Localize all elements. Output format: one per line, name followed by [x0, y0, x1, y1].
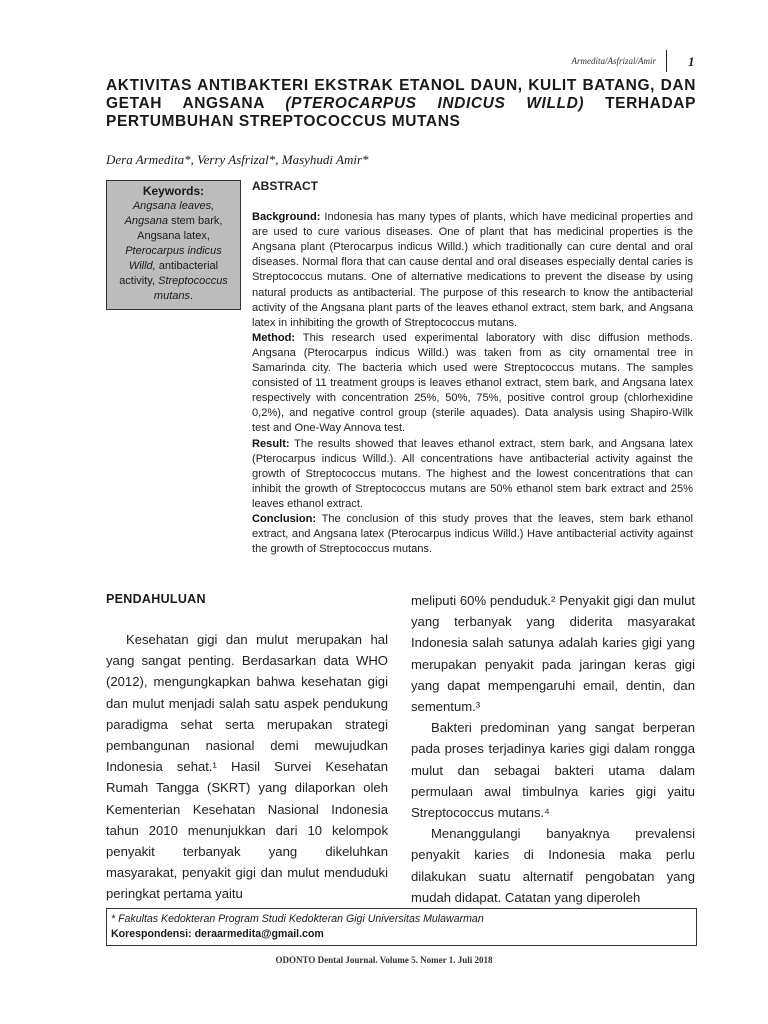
running-head: Armedita/Asfrizal/Amir [571, 56, 656, 66]
result-label: Result: [252, 437, 290, 450]
method-label: Method: [252, 331, 296, 344]
keywords-heading: Keywords: [142, 184, 205, 198]
section-heading: PENDAHULUAN [106, 592, 206, 606]
page-number: 1 [688, 54, 695, 69]
keyword-5: antibacterial activity, [119, 260, 219, 287]
abstract-method [252, 331, 693, 437]
affiliation-note: * Fakultas Kedokteran Program Studi Kedokteran Gigi Universitas Mulawarman [111, 913, 484, 925]
paragraph: meliputi 60% penduduk.² Penyakit gigi dan mulut yang terbanyak yang diderita masyarakat Indonesia salah satunya adalah karies gigi yang merupakan penyakit pada jaringan keras gigi yang dapat mempengaruhi email, dentin, dan sementum.³ [411, 593, 695, 715]
paragraph: Bakteri predominan yang sangat berperan pada proses terjadinya karies gigi dalam rongga mulut dan sebagai bakteri utama dalam permulaan awal timbulnya karies gigi yaitu Streptococcus mutans.⁴ [411, 720, 695, 821]
result-text: The results showed that leaves ethanol extract, stem bark, and Angsana latex (Pterocarpus indicus Willd.). All concentrations have antibacterial activity against the growth of Streptococcus mutans. The highest and the lowest concentrations that can inhibit the growth of Streptococcus mutans are 50% ethanol stem bark extract and 25% leaves ethanol extract. [252, 437, 693, 510]
correspondence-note: Korespondensi: deraarmedita@gmail.com [111, 928, 324, 940]
paragraph: Kesehatan gigi dan mulut merupakan hal yang sangat penting. Berdasarkan data WHO (2012), mengungkapkan bahwa kesehatan gigi dan mulut menjadi salah satu aspek pendukung paradigma sehat serta merupakan strategi pembangunan nasional demi mewujudkan Indonesia sehat.¹ Hasil Survei Kesehatan Rumah Tangga (SKRT) yang dilaporkan oleh Kementerian Kesehatan Nasional Indonesia tahun 2010 menunjukkan dari 10 kelompok penyakit terbanyak yang dikeluhkan masyarakat, penyakit gigi dan mulut menduduki peringkat pertama yaitu [106, 632, 388, 902]
keywords-box [106, 180, 241, 310]
abstract-conclusion [252, 512, 693, 557]
abstract [252, 179, 693, 557]
journal-footer: ODONTO Dental Journal. Volume 5. Nomer 1. Juli 2018 [275, 955, 493, 965]
keyword-1: Angsana leaves, [132, 200, 215, 212]
keyword-6: Streptococcus mutans [153, 275, 228, 302]
abstract-background [252, 210, 693, 331]
background-label: Background: [252, 211, 321, 224]
title-species: (PTEROCARPUS INDICUS WILLD) [285, 95, 585, 112]
paper-title [106, 77, 696, 131]
keyword-2-italic: Angsana [124, 215, 169, 227]
keyword-4: Pterocarpus indicus Willd, [125, 245, 222, 272]
method-text: This research used experimental laboratory with disc diffusion methods. Angsana (Pterocarpus indicus Willd.) was taken from as city ornamental tree in Samarinda city. The bacteria which used were Streptococcus mutans. The samples consisted of 11 treatment groups is leaves ethanol extract, stem bark, and Angsana latex respectively with concentration 25%, 50%, 75%, positive control group (chlorhexidine 0,2%), and negative control group (sterile aquades). Data analysis using Shapiro-Wilk test and One-Way Annova test. [252, 331, 693, 435]
conclusion-label: Conclusion: [252, 512, 317, 525]
keywords-list [111, 199, 236, 304]
authors: Dera Armedita*, Verry Asfrizal*, Masyhudi Amir* [106, 152, 369, 167]
keyword-7: . [190, 290, 194, 302]
abstract-heading: ABSTRACT [252, 179, 318, 193]
conclusion-text: The conclusion of this study proves that the leaves, stem bark ethanol extract, and Angsana latex (Pterocarpus indicus Willd.) Have antibacterial activity against the growth of Streptococcus mutans. [252, 512, 693, 556]
footnote-box [106, 908, 697, 946]
abstract-result [252, 437, 693, 512]
keyword-2: stem bark, [168, 215, 223, 227]
header-divider [666, 50, 667, 72]
background-text: Indonesia has many types of plants, which have medicinal properties and are used to cure various diseases. One of plant that has medicinal properties is the Angsana plant (Pterocarpus indicus Willd.) which traditionally can cure dental and oral diseases. Normal flora that can cause dental and oral diseases especially dental caries is Streptococcus mutans. One of alternative medications to prevent the disease by using natural products as antibacterial. The purpose of this research to know the antibacterial activity of the Angsana plant parts of the leaves ethanol extract, stem bark, and Angsana latex in inhibiting the growth of Streptococcus mutans. [252, 211, 693, 329]
title-part-2: TERHADAP PERTUMBUHAN STREPTOCOCCUS MUTANS [106, 95, 697, 130]
right-column [411, 590, 695, 908]
paragraph: Menanggulangi banyaknya prevalensi penyakit karies di Indonesia maka perlu dilakukan suatu alternatif pengobatan yang mudah didapat. Catatan yang diperoleh [411, 826, 695, 905]
keyword-3: Angsana latex, [137, 230, 210, 242]
left-column [106, 629, 388, 905]
title-part-1: AKTIVITAS ANTIBAKTERI EKSTRAK ETANOL DAUN, KULIT BATANG, DAN GETAH ANGSANA [106, 77, 696, 112]
